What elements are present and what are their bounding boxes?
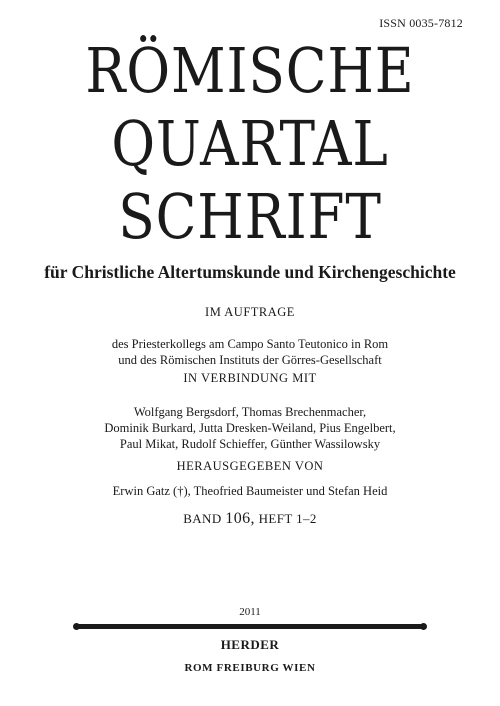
collaboration-line-3: Paul Mikat, Rudolf Schieffer, Günther Wassilowsky	[119, 437, 381, 451]
publication-year: 2011	[239, 606, 261, 618]
collaboration-line-1: Wolfgang Bergsdorf, Thomas Brechenmacher,	[133, 405, 367, 419]
journal-subtitle: für Christliche Altertumskunde und Kirchengeschichte	[44, 262, 456, 282]
volume-info	[0, 511, 500, 527]
commission-line-2: und des Römischen Instituts der Görres-Gesellschaft	[118, 353, 382, 367]
divider-rule	[76, 624, 424, 629]
publisher-name: HERDER	[220, 637, 280, 652]
editors-heading: HERAUSGEGEBEN VON	[176, 459, 324, 473]
title-line-1: RÖMISCHE	[85, 34, 415, 107]
collaboration-names	[0, 404, 500, 452]
issn: ISSN 0035-7812	[379, 16, 463, 30]
collaboration-line-2: Dominik Burkard, Jutta Dresken-Weiland, Pius Engelbert,	[104, 421, 396, 435]
title-line-3: SCHRIFT	[118, 180, 382, 253]
editors-names: Erwin Gatz (†), Theofried Baumeister und Stefan Heid	[112, 484, 388, 498]
title-line-2: QUARTAL	[111, 107, 389, 180]
band-number: 106,	[225, 510, 255, 527]
collaboration-heading: IN VERBINDUNG MIT	[183, 371, 317, 385]
publisher-cities: ROM FREIBURG WIEN	[184, 662, 316, 674]
commission-institutions	[0, 336, 500, 368]
commission-heading: IM AUFTRAGE	[205, 305, 295, 319]
heft-label: HEFT 1–2	[258, 511, 317, 526]
commission-line-1: des Priesterkollegs am Campo Santo Teutonico in Rom	[111, 337, 389, 351]
band-label: BAND	[183, 511, 222, 526]
